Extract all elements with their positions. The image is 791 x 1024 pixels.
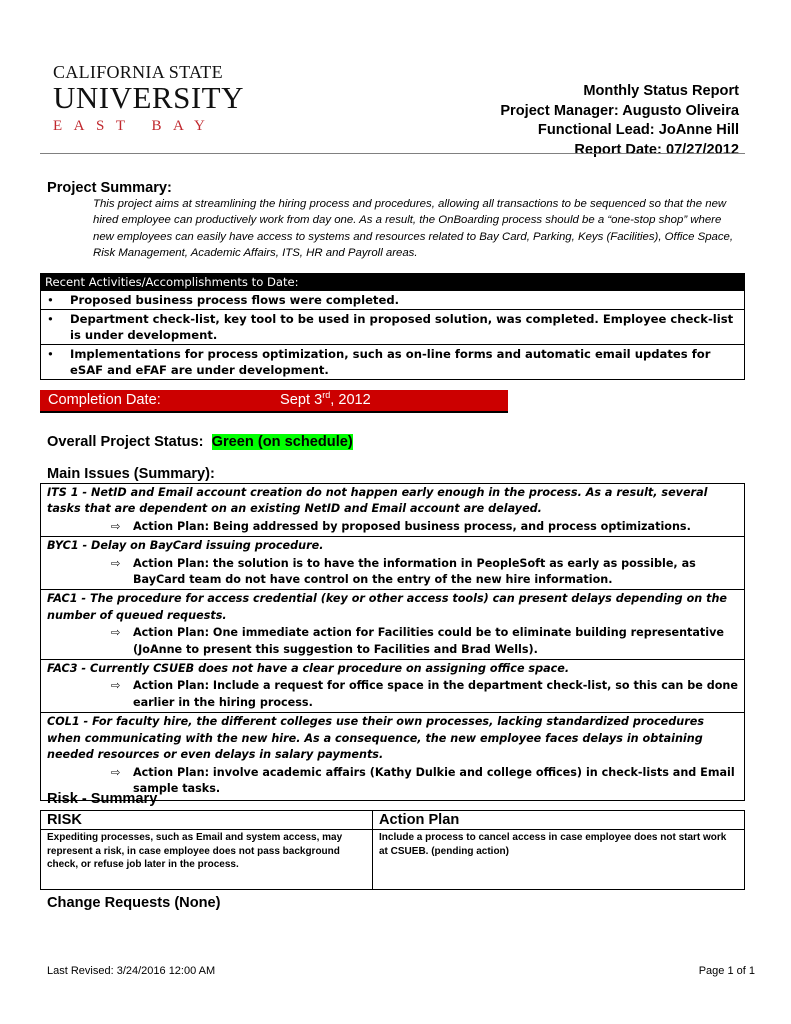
project-manager: Project Manager: Augusto Oliveira [500, 102, 739, 119]
risk-cell: Expediting processes, such as Email and system access, may represent a risk, in case employee does not pass background check, or refuse job later in the process. [41, 830, 373, 890]
arrow-right-icon: ⇨ [111, 519, 121, 533]
issue-row [41, 484, 745, 537]
functional-lead: Functional Lead: JoAnne Hill [537, 122, 739, 138]
activity-item [41, 291, 745, 310]
risk-column-header: RISK [41, 811, 373, 830]
action-plan-column-header: Action Plan [373, 811, 745, 830]
issue-row [41, 660, 745, 713]
report-header [500, 82, 739, 160]
report-title: Monthly Status Report [583, 83, 739, 99]
logo-line-3: EAST BAY [53, 118, 217, 134]
logo-line-2: UNIVERSITY [53, 80, 244, 115]
page-number: Page 1 of 1 [698, 965, 755, 977]
arrow-right-icon: ⇨ [111, 765, 121, 779]
change-requests-heading: Change Requests (None) [47, 895, 221, 911]
issue-row [41, 713, 745, 801]
issue-title: BYC1 - Delay on BayCard issuing procedure. [47, 539, 324, 553]
issue-action-plan: ⇨ Action Plan: involve academic affairs (Kathy Dulkie and college offices) in check-lists and Email sample tasks. [111, 765, 735, 795]
main-issues-table [40, 483, 745, 801]
project-summary-text: This project aims at streamlining the hiring process and procedures, allowing all transactions to be sequenced so that the new hired employee can productively work from day one. As a result, the OnBoarding process should be a “one-stop shop” where new employees can easily have access to systems and resources related to Bay Card, Parking, Keys (Facilities), Office Space, Risk Management, Academic Affairs, ITS, HR and Payroll areas. [93, 198, 734, 260]
logo-line-1: CALIFORNIA STATE [53, 62, 223, 82]
report-date: Report Date: 07/27/2012 [574, 141, 739, 158]
issue-title: FAC3 - Currently CSUEB does not have a clear procedure on assigning office space. [47, 662, 570, 676]
main-issues-heading: Main Issues (Summary): [47, 466, 215, 482]
overall-status-label: Overall Project Status: [47, 434, 204, 450]
project-summary-heading: Project Summary: [47, 180, 172, 196]
completion-date-bar [40, 390, 508, 413]
activity-text: Implementations for process optimization, such as on-line forms and automatic email updates for eSAF and eFAF are under development. [70, 347, 711, 377]
completion-date-value: Sept 3rd, 2012 [280, 390, 371, 408]
university-logo [53, 62, 244, 136]
issue-row [41, 537, 745, 590]
bullet-icon: • [47, 347, 54, 361]
issue-action-plan: ⇨ Action Plan: Include a request for office space in the department check-list, so this can be done earlier in the hiring process. [111, 679, 738, 709]
issue-title: FAC1 - The procedure for access credential (key or other access tools) can present delays depending on the number of queued requests. [47, 592, 728, 622]
issue-title: COL1 - For faculty hire, the different colleges use their own processes, lacking standardized procedures when communicating with the new hire. As a consequence, the new employee faces delays in obtaining needed resources or even delays in salary payments. [47, 715, 704, 762]
arrow-right-icon: ⇨ [111, 679, 121, 693]
issue-action-plan: ⇨ Action Plan: Being addressed by proposed business process, and process optimizations. [47, 519, 738, 535]
bullet-icon: • [47, 293, 54, 307]
issue-row [41, 590, 745, 660]
action-plan-cell: Include a process to cancel access in case employee does not start work at CSUEB. (pending action) [373, 830, 745, 890]
recent-activities-heading: Recent Activities/Accomplishments to Date: [41, 274, 745, 291]
header-divider [40, 153, 745, 154]
activity-item [41, 345, 745, 380]
bullet-icon: • [47, 312, 54, 326]
recent-activities-table [40, 273, 745, 380]
arrow-right-icon: ⇨ [111, 626, 121, 640]
risk-summary-heading: Risk - Summary [47, 791, 158, 807]
activity-text: Proposed business process flows were completed. [70, 293, 400, 307]
issue-action-plan: ⇨ Action Plan: One immediate action for Facilities could be to eliminate building representative (JoAnne to present this suggestion to Facilities and Brad Wells). [111, 626, 724, 656]
activity-item [41, 310, 745, 345]
overall-status [47, 434, 353, 450]
issue-title: ITS 1 - NetID and Email account creation do not happen early enough in the process. As a result, several tasks that are dependent on an existing NetID and Email account are delayed. [47, 486, 708, 516]
issue-action-plan: ⇨ Action Plan: the solution is to have the information in PeopleSoft as early as possible, as BayCard team do not have control on the entry of the new hire information. [111, 556, 696, 587]
last-revised: Last Revised: 3/24/2016 12:00 AM [47, 965, 216, 977]
arrow-right-icon: ⇨ [111, 556, 121, 570]
risk-table [40, 810, 745, 890]
activity-text: Department check-list, key tool to be used in proposed solution, was completed. Employee check-list is under development. [70, 312, 734, 342]
status-badge: Green (on schedule) [211, 434, 353, 450]
completion-date-label: Completion Date: [48, 392, 161, 408]
